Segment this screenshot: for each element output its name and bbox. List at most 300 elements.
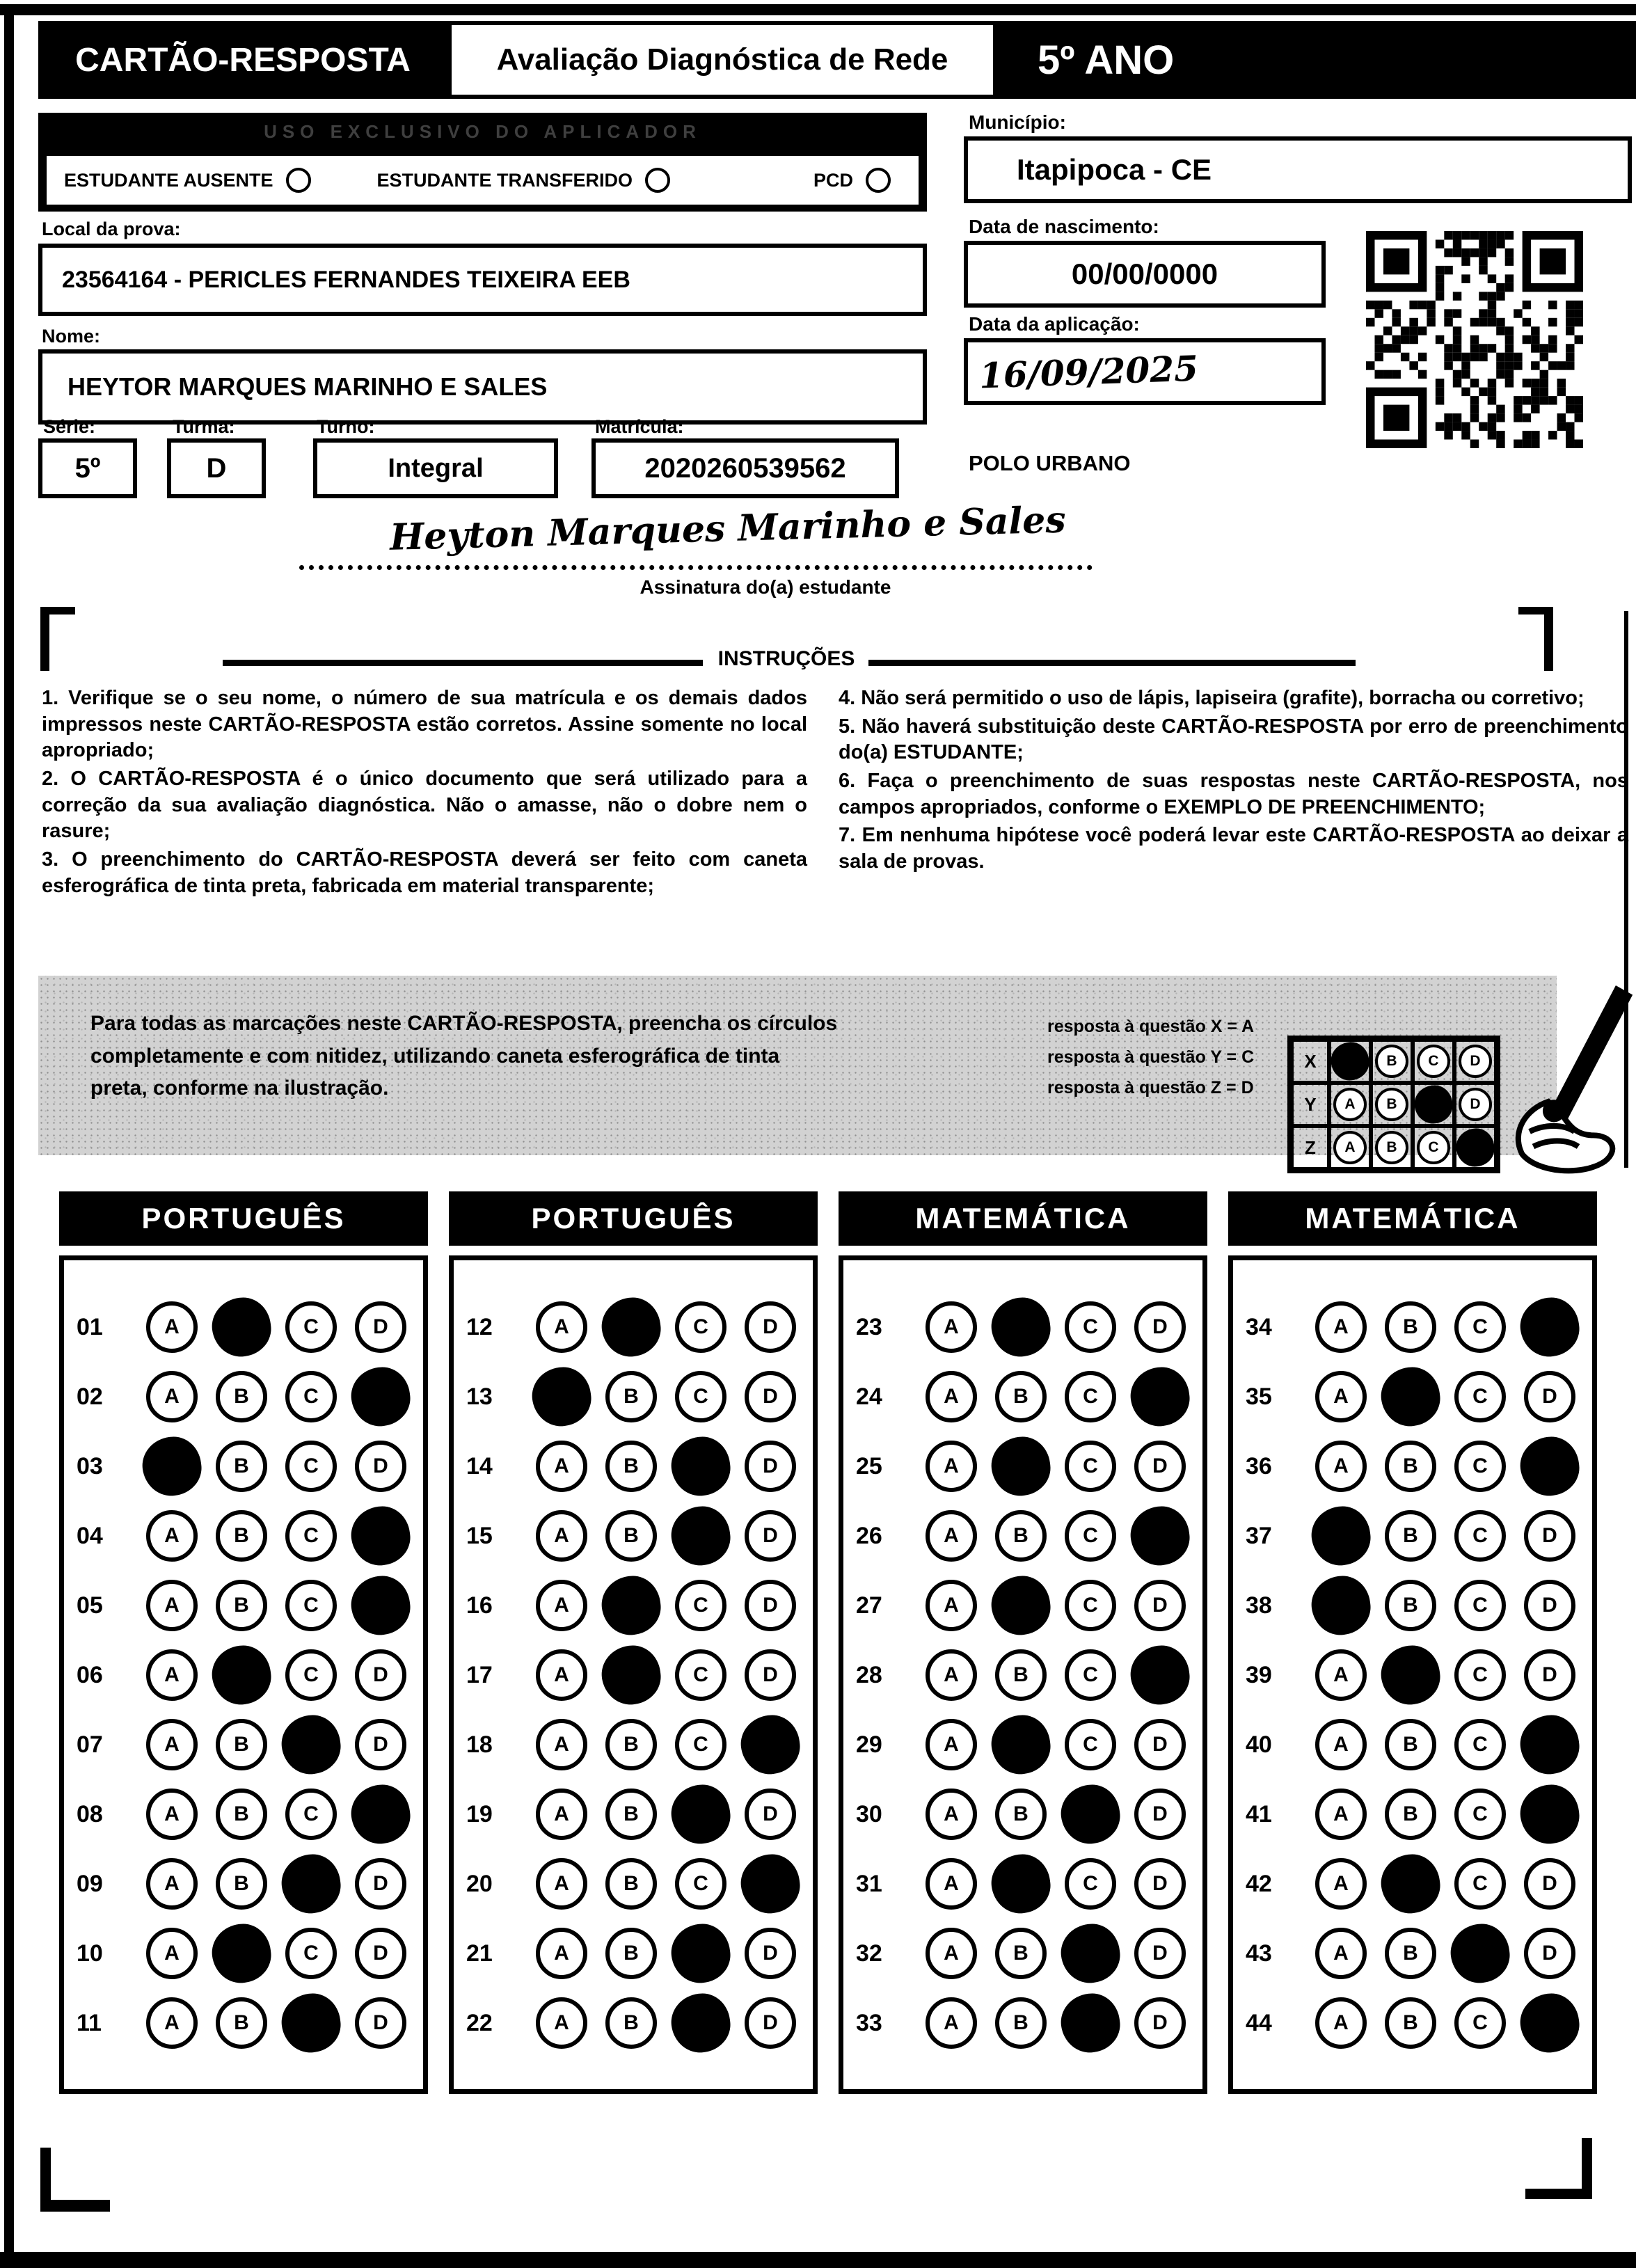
answer-bubble-filled[interactable]	[209, 1921, 274, 1986]
answer-bubble[interactable]: A	[1315, 1301, 1367, 1353]
answer-grid-box	[1228, 1255, 1597, 2094]
answer-bubble-filled[interactable]	[348, 1364, 413, 1429]
answer-bubble[interactable]: A	[926, 1719, 977, 1770]
instructions-column-right	[839, 685, 1628, 878]
question-row	[454, 1710, 813, 1779]
question-row	[454, 1919, 813, 1988]
answer-bubble[interactable]: D	[745, 1441, 796, 1492]
page-left-border	[4, 4, 14, 2268]
answer-bubble-filled[interactable]	[598, 1294, 664, 1360]
question-number: 42	[1246, 1870, 1272, 1897]
nome-value-box	[38, 349, 927, 425]
status-option-circle[interactable]	[645, 168, 670, 193]
question-row	[64, 1571, 423, 1640]
applicator-bar-label: USO EXCLUSIVO DO APLICADOR	[264, 121, 701, 142]
answer-bubble[interactable]: D	[1134, 1580, 1186, 1631]
municipio-value-box	[964, 136, 1632, 203]
answer-bubble[interactable]: A	[536, 1789, 587, 1840]
answer-bubble[interactable]: C	[285, 1510, 337, 1562]
question-number: 39	[1246, 1661, 1272, 1688]
answer-bubble[interactable]: A	[1315, 1719, 1367, 1770]
aplicacao-label: Data da aplicação:	[969, 313, 1140, 335]
answer-bubble[interactable]: B	[1385, 1719, 1436, 1770]
question-row	[1233, 1571, 1592, 1640]
answer-bubble-filled[interactable]	[209, 1642, 274, 1708]
page-bottom-border	[0, 2252, 1636, 2268]
turma-value-box	[167, 438, 266, 498]
question-row	[454, 1988, 813, 2058]
answer-bubble[interactable]: A	[536, 1649, 587, 1701]
answer-bubble-filled[interactable]	[348, 1503, 413, 1569]
answer-bubble[interactable]: B	[605, 1719, 657, 1770]
answer-bubble[interactable]: D	[745, 1789, 796, 1840]
status-option-circle[interactable]	[866, 168, 891, 193]
answer-bubble-filled[interactable]	[1517, 1434, 1582, 1499]
answer-bubble[interactable]: B	[605, 1371, 657, 1422]
answer-bubble[interactable]: A	[146, 1510, 198, 1562]
example-cell	[1329, 1083, 1371, 1126]
answer-bubble[interactable]: B	[216, 1510, 267, 1562]
instruction-item: 3. O preenchimento do CARTÃO-RESPOSTA deverá ser feito com caneta esferográfica de tinta preta, fabricada em material transparente;	[42, 848, 807, 897]
answer-bubble-filled[interactable]	[348, 1573, 413, 1638]
answer-bubble[interactable]: A	[146, 1858, 198, 1910]
question-row	[454, 1571, 813, 1640]
answer-bubble[interactable]: C	[285, 1580, 337, 1631]
turno-value-box	[313, 438, 558, 498]
question-number: 28	[856, 1661, 882, 1688]
answer-bubble[interactable]: A	[1315, 1997, 1367, 2049]
municipio-label: Município:	[969, 111, 1066, 133]
status-option-label: PCD	[813, 169, 853, 191]
status-option	[64, 168, 311, 193]
answer-bubble[interactable]: A	[926, 1371, 977, 1422]
answer-bubble[interactable]: D	[745, 1510, 796, 1562]
answer-bubble[interactable]: B	[995, 1997, 1047, 2049]
fill-example-text: Para todas as marcações neste CARTÃO-RESPOSTA, preencha os círculos completamente e com nitidez, utilizando caneta esferográfica de tinta preta, conforme na ilustração.	[90, 1012, 838, 1100]
answer-bubble-filled[interactable]	[1127, 1364, 1193, 1429]
example-bubble-filled[interactable]	[1413, 1084, 1455, 1126]
answer-bubble-filled[interactable]	[139, 1434, 205, 1499]
answer-bubble[interactable]: D	[355, 1719, 406, 1770]
question-row	[1233, 1292, 1592, 1362]
answer-bubble[interactable]: A	[146, 1371, 198, 1422]
instruction-item: 6. Faça o preenchimento de suas respostas neste CARTÃO-RESPOSTA, nos campos apropriados, conforme o EXEMPLO DE PREENCHIMENTO;	[839, 770, 1628, 818]
answer-bubble[interactable]: A	[146, 1301, 198, 1353]
answer-bubble[interactable]: B	[1385, 1580, 1436, 1631]
answer-bubble[interactable]: A	[536, 1301, 587, 1353]
crop-mark-top-right	[1518, 607, 1553, 671]
answer-bubble[interactable]: C	[1065, 1441, 1116, 1492]
answer-bubble[interactable]: B	[216, 1371, 267, 1422]
answer-bubble[interactable]: C	[1454, 1510, 1506, 1562]
answer-bubble[interactable]: B	[1385, 1789, 1436, 1840]
matricula-label: Matrícula:	[595, 416, 684, 437]
answer-bubble[interactable]: B	[216, 1719, 267, 1770]
question-number: 17	[466, 1661, 493, 1688]
answer-bubble[interactable]: B	[605, 1789, 657, 1840]
answer-bubble[interactable]: D	[1524, 1928, 1575, 1979]
question-row	[454, 1640, 813, 1710]
answer-bubble[interactable]: B	[605, 1997, 657, 2049]
answer-bubble[interactable]: C	[675, 1719, 726, 1770]
answer-bubble[interactable]: D	[1134, 1719, 1186, 1770]
question-row	[454, 1292, 813, 1362]
answer-bubble-filled[interactable]	[348, 1782, 413, 1847]
answer-bubble[interactable]: B	[995, 1510, 1047, 1562]
answer-bubble[interactable]: B	[216, 1858, 267, 1910]
answer-bubble[interactable]: A	[146, 1580, 198, 1631]
question-number: 03	[77, 1452, 103, 1480]
answer-bubble[interactable]: A	[146, 1719, 198, 1770]
question-row	[843, 1501, 1202, 1571]
answer-bubble[interactable]: A	[536, 1997, 587, 2049]
answer-bubble[interactable]: A	[146, 1789, 198, 1840]
answer-bubble[interactable]: D	[745, 1649, 796, 1701]
answer-bubble-filled[interactable]	[598, 1573, 664, 1638]
example-bubble[interactable]: B	[1375, 1131, 1408, 1164]
question-number: 24	[856, 1383, 882, 1410]
answer-bubble[interactable]: D	[1524, 1580, 1575, 1631]
status-option-circle[interactable]	[286, 168, 311, 193]
answer-bubble[interactable]: D	[355, 1928, 406, 1979]
question-number: 34	[1246, 1313, 1272, 1340]
question-row	[843, 1710, 1202, 1779]
answer-bubble[interactable]: C	[285, 1301, 337, 1353]
question-number: 43	[1246, 1940, 1272, 1967]
example-bubble[interactable]: A	[1333, 1088, 1367, 1121]
answer-bubble-filled[interactable]	[1517, 1294, 1582, 1360]
answer-bubble[interactable]: D	[355, 1649, 406, 1701]
example-bubble[interactable]: B	[1375, 1045, 1408, 1078]
answer-bubble[interactable]: A	[146, 1649, 198, 1701]
answer-bubble-filled[interactable]	[209, 1294, 274, 1360]
answer-bubble-filled[interactable]	[668, 1921, 733, 1986]
answer-bubble[interactable]: A	[926, 1301, 977, 1353]
answer-bubble[interactable]: D	[1524, 1371, 1575, 1422]
question-row	[64, 1362, 423, 1432]
answer-grid-box	[449, 1255, 818, 2094]
answer-bubble[interactable]: B	[605, 1928, 657, 1979]
question-row	[64, 1501, 423, 1571]
answer-bubble[interactable]: B	[1385, 1928, 1436, 1979]
fill-example-legend-line: resposta à questão X = A	[1047, 1017, 1255, 1036]
answer-bubble-filled[interactable]	[1517, 1782, 1582, 1847]
question-number: 10	[77, 1940, 103, 1967]
question-number: 27	[856, 1592, 882, 1619]
question-number: 04	[77, 1522, 103, 1549]
answer-bubble-filled[interactable]	[668, 1990, 733, 2056]
answer-bubble[interactable]: C	[675, 1580, 726, 1631]
question-number: 41	[1246, 1800, 1272, 1827]
answer-bubble-filled[interactable]	[738, 1712, 803, 1777]
local-value: 23564164 - PERICLES FERNANDES TEIXEIRA EEB	[62, 266, 630, 293]
nome-value: HEYTOR MARQUES MARINHO E SALES	[67, 372, 548, 401]
answer-bubble[interactable]: C	[1454, 1789, 1506, 1840]
answer-bubble[interactable]: B	[605, 1858, 657, 1910]
question-row	[843, 1849, 1202, 1919]
answer-bubble[interactable]: C	[285, 1789, 337, 1840]
serie-label: Série:	[43, 416, 96, 437]
instructions-title: INSTRUÇÕES	[717, 647, 855, 670]
question-number: 11	[77, 2009, 102, 2036]
answer-bubble-filled[interactable]	[1378, 1364, 1443, 1429]
answer-column	[839, 1191, 1207, 2096]
question-number: 14	[466, 1452, 493, 1480]
question-number: 07	[77, 1731, 103, 1758]
answer-bubble-filled[interactable]	[278, 1851, 344, 1917]
answer-bubble[interactable]: C	[1065, 1371, 1116, 1422]
answer-bubble[interactable]: D	[1524, 1649, 1575, 1701]
answer-bubble[interactable]: C	[1454, 1997, 1506, 2049]
answer-bubble[interactable]: D	[355, 1301, 406, 1353]
answer-bubble-filled[interactable]	[988, 1712, 1054, 1777]
answer-bubble[interactable]: A	[1315, 1371, 1367, 1422]
example-cell	[1329, 1040, 1371, 1083]
answer-bubble[interactable]: B	[995, 1371, 1047, 1422]
question-row	[1233, 1640, 1592, 1710]
answer-bubble[interactable]: D	[355, 1997, 406, 2049]
crop-mark-bottom-right	[1525, 2138, 1592, 2199]
answer-bubble[interactable]: C	[1065, 1510, 1116, 1562]
answer-bubble[interactable]: D	[1134, 1301, 1186, 1353]
grade-label: 5º ANO	[1038, 37, 1175, 83]
assessment-title: Avaliação Diagnóstica de Rede	[496, 42, 948, 77]
example-bubble[interactable]: A	[1333, 1131, 1367, 1164]
answer-bubble[interactable]: B	[216, 1580, 267, 1631]
question-number: 19	[466, 1800, 493, 1827]
example-cell	[1371, 1083, 1413, 1126]
answer-bubble[interactable]: A	[926, 1510, 977, 1562]
answer-bubble[interactable]: A	[926, 1441, 977, 1492]
example-bubble[interactable]: C	[1417, 1131, 1450, 1164]
answer-bubble[interactable]: A	[926, 1580, 977, 1631]
answer-bubble[interactable]: C	[1454, 1580, 1506, 1631]
answer-bubble[interactable]: A	[146, 1997, 198, 2049]
answer-bubble[interactable]: A	[536, 1510, 587, 1562]
answer-bubble-filled[interactable]	[668, 1503, 733, 1569]
answer-bubble[interactable]: B	[216, 1441, 267, 1492]
nome-label: Nome:	[42, 326, 101, 347]
assessment-title-box	[447, 21, 997, 99]
example-cell	[1413, 1083, 1454, 1126]
example-bubble[interactable]: D	[1459, 1088, 1492, 1121]
question-row	[64, 1292, 423, 1362]
serie-value: 5º	[74, 452, 101, 484]
question-number: 25	[856, 1452, 882, 1480]
answer-bubble[interactable]: B	[1385, 1301, 1436, 1353]
answer-bubble[interactable]: C	[675, 1649, 726, 1701]
answer-bubble[interactable]: A	[536, 1719, 587, 1770]
page-top-border	[0, 4, 1636, 15]
answer-bubble-filled[interactable]	[1127, 1642, 1193, 1708]
answer-bubble[interactable]: C	[1454, 1858, 1506, 1910]
answer-bubble-filled[interactable]	[598, 1642, 664, 1708]
question-row	[843, 1919, 1202, 1988]
question-number: 21	[466, 1940, 493, 1967]
card-title: CARTÃO-RESPOSTA	[75, 41, 411, 79]
answer-bubble-filled[interactable]	[668, 1782, 733, 1847]
answer-bubble-filled[interactable]	[1308, 1573, 1374, 1638]
question-number: 06	[77, 1661, 103, 1688]
answer-bubble-filled[interactable]	[1378, 1642, 1443, 1708]
answer-bubble[interactable]: D	[355, 1441, 406, 1492]
question-number: 20	[466, 1870, 493, 1897]
answer-bubble-filled[interactable]	[988, 1851, 1054, 1917]
answer-bubble[interactable]: C	[285, 1441, 337, 1492]
question-row	[843, 1988, 1202, 2058]
answer-bubble-filled[interactable]	[988, 1573, 1054, 1638]
answer-bubble[interactable]: C	[1454, 1371, 1506, 1422]
question-number: 33	[856, 2009, 882, 2036]
instructions-column-left	[42, 685, 807, 902]
answer-bubble[interactable]: D	[745, 1371, 796, 1422]
answer-bubble-filled[interactable]	[1058, 1990, 1123, 2056]
answer-bubble[interactable]: D	[1134, 1789, 1186, 1840]
instructions-rule-right	[868, 660, 1356, 666]
answer-bubble-filled[interactable]	[278, 1712, 344, 1777]
answer-bubble[interactable]: B	[605, 1510, 657, 1562]
answer-bubble[interactable]: D	[1134, 1858, 1186, 1910]
answer-bubble[interactable]: C	[1454, 1649, 1506, 1701]
serie-value-box	[38, 438, 137, 498]
answer-bubble[interactable]: C	[675, 1858, 726, 1910]
example-cell	[1329, 1126, 1371, 1169]
example-bubble[interactable]: D	[1459, 1045, 1492, 1078]
answer-bubble-filled[interactable]	[1058, 1782, 1123, 1847]
answer-bubble[interactable]: B	[216, 1789, 267, 1840]
answer-bubble[interactable]: D	[745, 1301, 796, 1353]
question-number: 08	[77, 1800, 103, 1827]
answer-bubble[interactable]: B	[1385, 1510, 1436, 1562]
example-bubble-filled[interactable]	[1329, 1040, 1372, 1083]
answer-bubble[interactable]: A	[926, 1928, 977, 1979]
answer-bubble-filled[interactable]	[988, 1434, 1054, 1499]
answer-bubble[interactable]: C	[1454, 1719, 1506, 1770]
answer-bubble[interactable]: C	[285, 1649, 337, 1701]
answer-bubble-filled[interactable]	[1058, 1921, 1123, 1986]
answer-column	[59, 1191, 428, 2096]
answer-bubble[interactable]: A	[926, 1789, 977, 1840]
answer-bubble-filled[interactable]	[278, 1990, 344, 2056]
answer-bubble[interactable]: B	[995, 1928, 1047, 1979]
question-row	[454, 1362, 813, 1432]
answer-bubble[interactable]: A	[536, 1928, 587, 1979]
answer-bubble[interactable]: A	[1315, 1441, 1367, 1492]
answer-bubble[interactable]: B	[216, 1997, 267, 2049]
answer-bubble[interactable]: D	[745, 1928, 796, 1979]
answer-bubble-filled[interactable]	[529, 1364, 594, 1429]
answer-bubble-filled[interactable]	[1447, 1921, 1513, 1986]
answer-bubble[interactable]: A	[536, 1580, 587, 1631]
nascimento-label: Data de nascimento:	[969, 216, 1159, 237]
answer-column	[449, 1191, 818, 2096]
answer-bubble[interactable]: C	[1065, 1719, 1116, 1770]
answer-bubble[interactable]: A	[1315, 1789, 1367, 1840]
answer-bubble-filled[interactable]	[1517, 1712, 1582, 1777]
answer-bubble[interactable]: B	[1385, 1441, 1436, 1492]
question-row	[64, 1779, 423, 1849]
answer-bubble[interactable]: A	[536, 1858, 587, 1910]
answer-bubble[interactable]: D	[1524, 1858, 1575, 1910]
example-bubble[interactable]: B	[1375, 1088, 1408, 1121]
question-row	[64, 1849, 423, 1919]
answer-bubble[interactable]: A	[926, 1997, 977, 2049]
answer-bubble[interactable]: A	[1315, 1928, 1367, 1979]
answer-bubble[interactable]: C	[675, 1371, 726, 1422]
answer-bubble[interactable]: C	[675, 1301, 726, 1353]
example-cell	[1371, 1126, 1413, 1169]
answer-bubble[interactable]: D	[1134, 1997, 1186, 2049]
polo-label: POLO URBANO	[969, 451, 1131, 475]
instruction-item: 5. Não haverá substituição deste CARTÃO-RESPOSTA por erro de preenchimento do(a) ESTUDANTE;	[839, 715, 1628, 764]
question-number: 16	[466, 1592, 493, 1619]
answer-bubble[interactable]: C	[1065, 1580, 1116, 1631]
turno-value: Integral	[388, 453, 484, 483]
answer-bubble[interactable]: C	[285, 1928, 337, 1979]
answer-bubble-filled[interactable]	[1517, 1990, 1582, 2056]
answer-bubble[interactable]: A	[926, 1858, 977, 1910]
status-option	[813, 168, 891, 193]
answer-bubble[interactable]: D	[1524, 1510, 1575, 1562]
aplicacao-handwritten-value: 16/09/2025	[978, 347, 1199, 396]
answer-bubble[interactable]: D	[355, 1858, 406, 1910]
answer-bubble[interactable]: A	[146, 1928, 198, 1979]
answer-bubble[interactable]: C	[1065, 1301, 1116, 1353]
answer-grid-box	[839, 1255, 1207, 2094]
question-row	[64, 1640, 423, 1710]
answer-bubble-filled[interactable]	[738, 1851, 803, 1917]
answer-bubble[interactable]: C	[285, 1371, 337, 1422]
answer-bubble-filled[interactable]	[1127, 1503, 1193, 1569]
answer-bubble[interactable]: C	[1454, 1441, 1506, 1492]
answer-bubble[interactable]: A	[536, 1441, 587, 1492]
answer-bubble[interactable]: B	[995, 1649, 1047, 1701]
answer-bubble[interactable]: C	[1065, 1649, 1116, 1701]
question-row	[1233, 1710, 1592, 1779]
answer-bubble[interactable]: C	[1065, 1858, 1116, 1910]
answer-bubble-filled[interactable]	[1308, 1503, 1374, 1569]
aplicacao-value-box	[964, 338, 1326, 405]
question-row	[454, 1432, 813, 1501]
answer-bubble[interactable]: B	[605, 1441, 657, 1492]
answer-bubble-filled[interactable]	[988, 1294, 1054, 1360]
question-row	[1233, 1501, 1592, 1571]
answer-bubble[interactable]: D	[1134, 1928, 1186, 1979]
answer-bubble[interactable]: D	[1134, 1441, 1186, 1492]
question-row	[1233, 1362, 1592, 1432]
answer-bubble[interactable]: A	[1315, 1858, 1367, 1910]
question-number: 05	[77, 1592, 103, 1619]
example-cell	[1371, 1040, 1413, 1083]
answer-bubble[interactable]: D	[745, 1997, 796, 2049]
question-row	[64, 1432, 423, 1501]
answer-bubble[interactable]: D	[745, 1580, 796, 1631]
answer-bubble-filled[interactable]	[1378, 1851, 1443, 1917]
subject-header: PORTUGUÊS	[59, 1191, 428, 1246]
qr-code	[1366, 231, 1583, 448]
answer-bubble[interactable]: B	[995, 1789, 1047, 1840]
example-bubble[interactable]: C	[1417, 1045, 1450, 1078]
answer-bubble[interactable]: A	[926, 1649, 977, 1701]
answer-bubble[interactable]: B	[1385, 1997, 1436, 2049]
answer-bubble[interactable]: C	[1454, 1301, 1506, 1353]
question-number: 18	[466, 1731, 493, 1758]
status-option-label: ESTUDANTE TRANSFERIDO	[376, 169, 633, 191]
answer-bubble-filled[interactable]	[668, 1434, 733, 1499]
question-number: 30	[856, 1800, 882, 1827]
answer-bubble[interactable]: A	[1315, 1649, 1367, 1701]
question-number: 36	[1246, 1452, 1272, 1480]
